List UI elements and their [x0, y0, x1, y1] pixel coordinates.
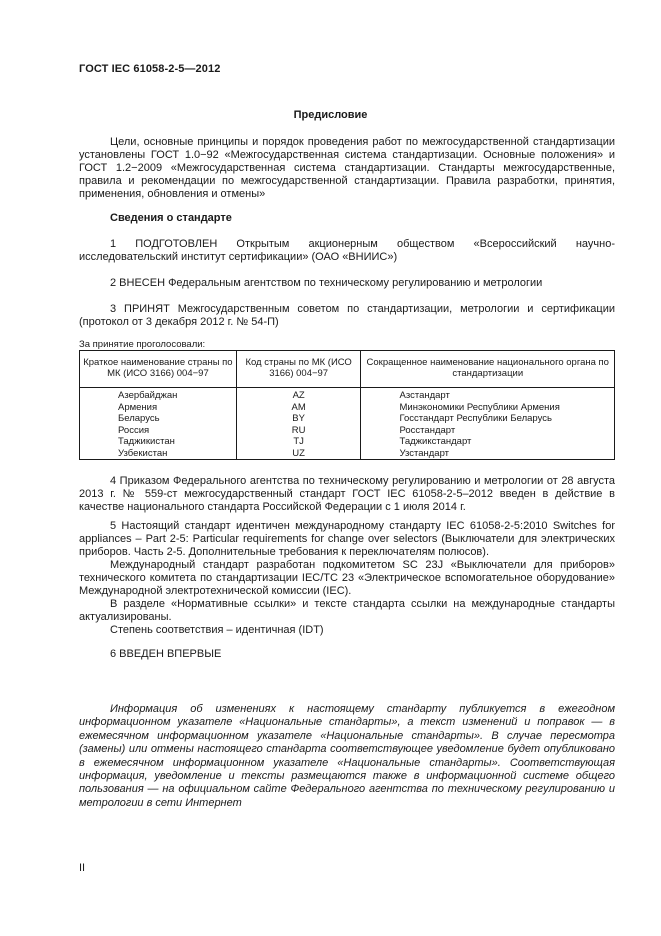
body-cell: Госстандарт Республики Беларусь [361, 413, 615, 425]
code-cell: UZ [236, 448, 361, 460]
body-cell: Росстандарт [361, 425, 615, 437]
country-cell: Таджикистан [80, 436, 237, 448]
table-row [80, 436, 615, 448]
item-2: 2 ВНЕСЕН Федеральным агентством по техническому регулированию и метрологии [110, 277, 543, 289]
item-5-references: В разделе «Нормативные ссылки» и тексте стандарта ссылки на международные стандарты актуализированы. [79, 598, 615, 623]
table-row [80, 448, 615, 460]
intro-paragraph: Цели, основные принципы и порядок проведения работ по межгосударственной стандартизации установлены ГОСТ 1.0−92 «Межгосударственная система стандартизации. Основные положения» и ГОСТ 1.2−2009 «Межгосударственная система стандартизации. Стандарты межгосударственные, правила и рекомендации по межгосударственной стандартизации. Правила разработки, принятия, применения, обновления и отмены» [79, 136, 615, 200]
document-header: ГОСТ IEC 61058-2-5—2012 [79, 63, 221, 75]
item-6: 6 ВВЕДЕН ВПЕРВЫЕ [110, 648, 222, 660]
body-cell: Азстандарт [361, 388, 615, 402]
column-header-body: Сокращенное наименование национального органа по стандартизации [361, 351, 615, 388]
code-cell: TJ [236, 436, 361, 448]
code-cell: BY [236, 413, 361, 425]
page-title: Предисловие [293, 109, 368, 121]
item-5-compliance: Степень соответствия – идентичная (IDT) [110, 624, 324, 636]
section-title: Сведения о стандарте [110, 212, 232, 224]
column-header-country: Краткое наименование страны по МК (ИСО 3166) 004−97 [80, 351, 237, 388]
item-5: 5 Настоящий стандарт идентичен международному стандарту IEC 61058-2-5:2010 Switches for appliances – Part 2-5: Particular requirements for change over selectors (Выключатели для электрических приборов. Часть 2-5. Дополнительные требования к переключателям полюсов). [79, 520, 615, 558]
country-cell: Армения [80, 402, 237, 414]
table-row [80, 425, 615, 437]
page-number: II [79, 862, 86, 874]
country-cell: Беларусь [80, 413, 237, 425]
item-1: 1 ПОДГОТОВЛЕН Открытым акционерным обществом «Всероссийский научно-исследовательский институт сертификации» (ОАО «ВНИИС») [79, 238, 615, 263]
code-cell: RU [236, 425, 361, 437]
item-5-developer: Международный стандарт разработан подкомитетом SC 23J «Выключатели для приборов» технического комитета по стандартизации IEC/TC 23 «Электрическое вспомогательное оборудование» Международной электротехнической комиссии (IEC). [79, 559, 615, 597]
country-cell: Россия [80, 425, 237, 437]
column-header-code: Код страны по МК (ИСО 3166) 004−97 [236, 351, 361, 388]
country-cell: Азербайджан [80, 388, 237, 402]
body-cell: Таджикстандарт [361, 436, 615, 448]
country-cell: Узбекистан [80, 448, 237, 460]
body-cell: Минэкономики Республики Армения [361, 402, 615, 414]
table-row [80, 388, 615, 402]
table-header-row [80, 351, 615, 388]
table-row [80, 413, 615, 425]
body-cell: Узстандарт [361, 448, 615, 460]
item-4: 4 Приказом Федерального агентства по техническому регулированию и метрологии от 28 августа 2013 г. № 559-ст межгосударственный стандарт ГОСТ IEC 61058-2-5–2012 введен в действие в качестве национального стандарта Российской Федерации с 1 июля 2014 г. [79, 475, 615, 513]
approval-label: За принятие проголосовали: [79, 339, 206, 350]
table-row [80, 402, 615, 414]
code-cell: AZ [236, 388, 361, 402]
notice-paragraph: Информация об изменениях к настоящему стандарту публикуется в ежегодном информационном указателе «Национальные стандарты», а текст изменений и поправок — в ежемесячном информационном указателе «Национальные стандарты». В случае пересмотра (замены) или отмены настоящего стандарта соответствующее уведомление будет опубликовано в ежемесячном информационном указателе «Национальные стандарты». Соответствующая информация, уведомление и тексты размещаются также в информационной системе общего пользования — на официальном сайте Федерального агентства по техническому регулированию и метрологии в сети Интернет [79, 703, 615, 809]
approval-table [79, 350, 615, 460]
item-3: 3 ПРИНЯТ Межгосударственным советом по стандартизации, метрологии и сертификации (протокол от 3 декабря 2012 г. № 54-П) [79, 303, 615, 328]
code-cell: AM [236, 402, 361, 414]
